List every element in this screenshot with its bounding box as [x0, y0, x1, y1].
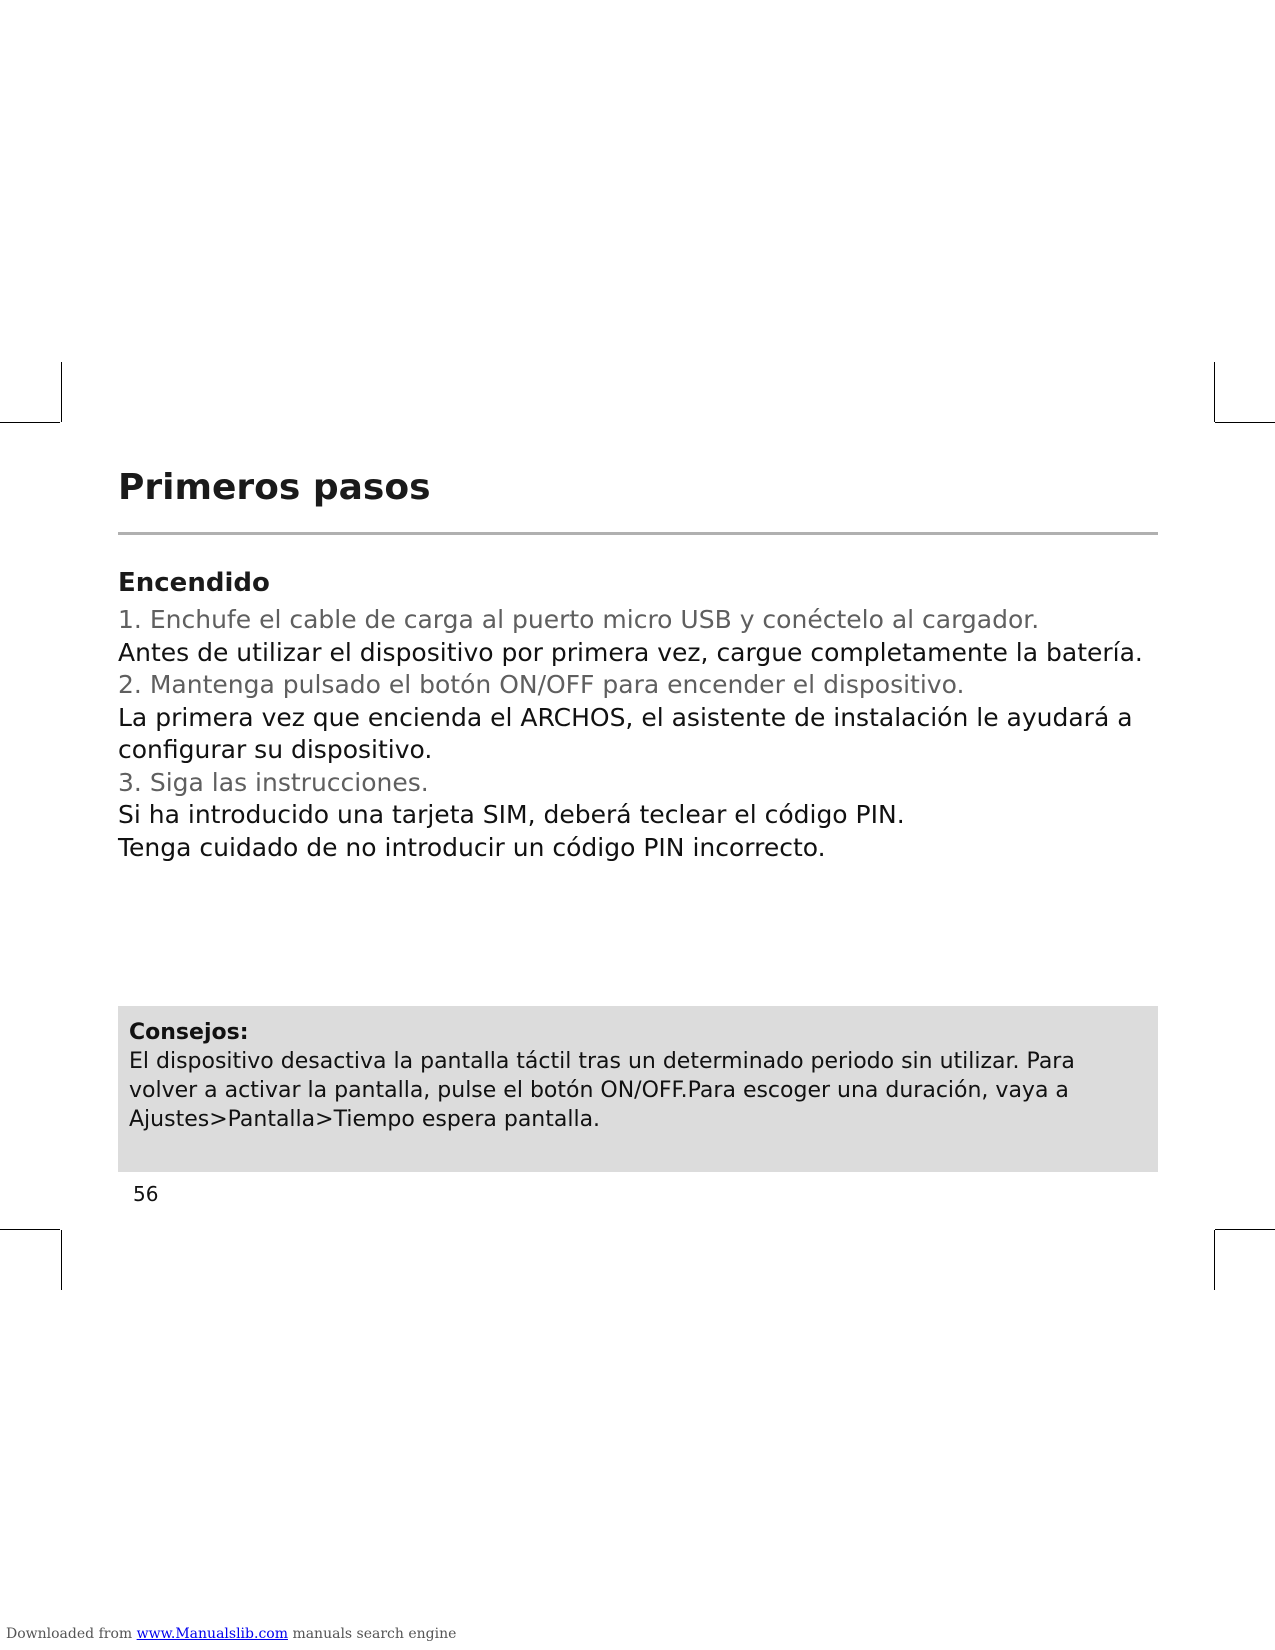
- footer-suffix: manuals search engine: [292, 1626, 457, 1642]
- crop-mark-top-left-horizontal: [0, 422, 60, 423]
- tips-box: [118, 1006, 1158, 1172]
- step-3: [118, 767, 1158, 800]
- step-number: 3.: [118, 767, 142, 797]
- step-text: Mantenga pulsado el botón ON/OFF para encender el dispositivo.: [149, 670, 965, 699]
- page-title: Primeros pasos: [118, 467, 431, 508]
- crop-mark-top-left-vertical: [61, 362, 62, 422]
- step-2: [118, 669, 1158, 702]
- step-3-warning: Tenga cuidado de no introducir un código PIN incorrecto.: [118, 832, 826, 862]
- crop-mark-top-right-vertical: [1214, 362, 1215, 422]
- section-heading: Encendido: [118, 568, 270, 598]
- crop-mark-bottom-left-horizontal: [0, 1229, 60, 1230]
- crop-mark-bottom-right-vertical: [1214, 1230, 1215, 1290]
- step-3-detail: Si ha introducido una tarjeta SIM, deberá teclear el código PIN.: [118, 800, 905, 829]
- crop-mark-bottom-right-horizontal: [1215, 1229, 1275, 1230]
- step-number: 1.: [118, 605, 142, 634]
- step-1: [118, 604, 1158, 637]
- section-encendido: [118, 566, 1158, 864]
- tips-text: El dispositivo desactiva la pantalla táctil tras un determinado periodo sin utilizar. Para volver a activar la pantalla, pulse el botón ON/OFF.Para escoger una duración, vaya a Ajustes>Pantalla>Tiempo espera pantalla.: [129, 1049, 1075, 1132]
- manualslib-link[interactable]: www.Manualslib.com: [136, 1626, 288, 1642]
- page-number: 56: [133, 1182, 159, 1206]
- title-divider: [118, 532, 1158, 535]
- footer-prefix: Downloaded from: [6, 1626, 133, 1642]
- download-footer: [6, 1625, 456, 1643]
- tips-heading: Consejos:: [129, 1020, 249, 1045]
- step-text: Enchufe el cable de carga al puerto micro USB y conéctelo al cargador.: [149, 605, 1040, 634]
- step-number: 2.: [118, 670, 142, 699]
- crop-mark-top-right-horizontal: [1215, 422, 1275, 423]
- step-1-detail: Antes de utilizar el dispositivo por primera vez, cargue completamente la batería.: [118, 637, 1143, 667]
- step-2-detail: La primera vez que encienda el ARCHOS, el asistente de instalación le ayudará a configurar su dispositivo.: [118, 702, 1133, 764]
- step-text: Siga las instrucciones.: [149, 767, 429, 797]
- crop-mark-bottom-left-vertical: [61, 1230, 62, 1290]
